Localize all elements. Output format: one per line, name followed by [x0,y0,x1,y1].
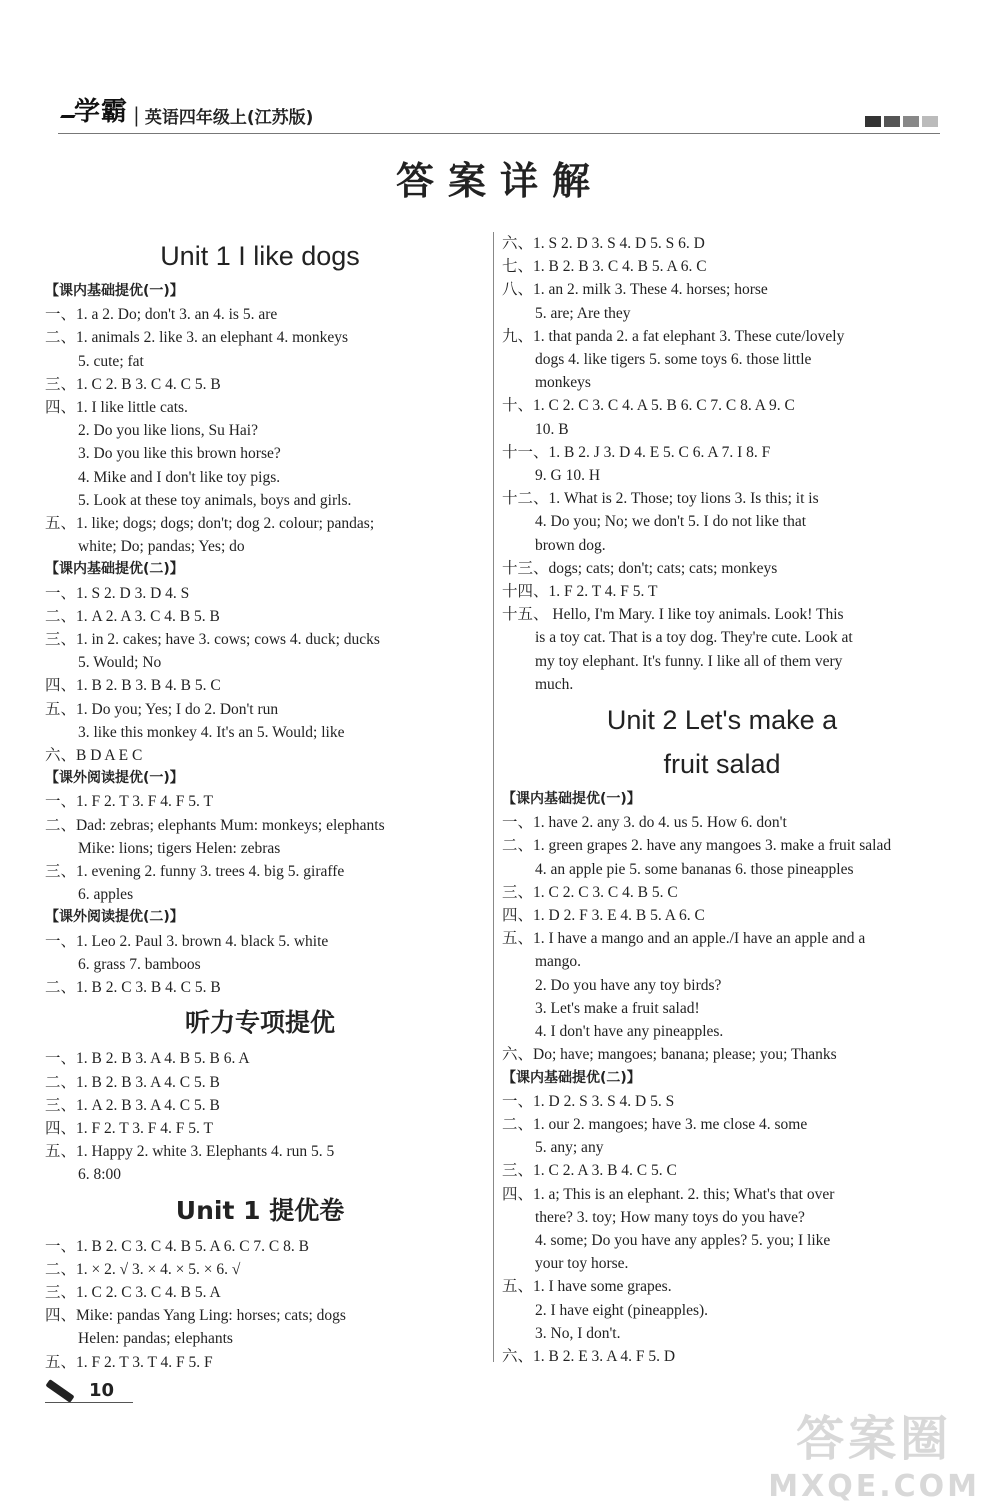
answer-line: 七、1. B 2. B 3. C 4. B 5. A 6. C [502,258,707,276]
answer-line: 一、1. F 2. T 3. F 4. F 5. T [45,793,213,811]
answer-line: 六、1. S 2. D 3. S 4. D 5. S 6. D [502,235,705,252]
page-number: 10 [89,1380,115,1401]
answer-line-continued: is a toy cat. That is a toy dog. They're cute. Look at [535,629,853,647]
answer-line-continued: your toy horse. [535,1255,629,1273]
answer-line: 三、1. C 2. C 3. C 4. B 5. A [45,1283,221,1301]
answer-line-continued: white; Do; pandas; Yes; do [78,538,245,556]
answer-line: 二、1. green grapes 2. have any mangoes 3. make a fruit salad [502,837,892,855]
unit-heading: fruit salad [663,749,781,780]
answer-line-continued: 5. Look at these toy animals, boys and girls. [78,491,352,509]
answer-line: 一、1. Leo 2. Paul 3. brown 4. black 5. white [45,932,329,950]
answer-line-continued: my toy elephant. It's funny. I like all of them very [535,652,843,670]
answer-line: 六、Do; have; mangoes; banana; please; you; Thanks [502,1046,837,1064]
answer-line: 四、Mike: pandas Yang Ling: horses; cats; dogs [45,1307,346,1325]
answer-line-continued: 3. like this monkey 4. It's an 5. Would; like [78,723,345,741]
answer-line: 一、1. B 2. C 3. C 4. B 5. A 6. C 7. C 8. B [45,1237,309,1255]
answer-line: 三、1. C 2. A 3. B 4. C 5. C [502,1162,677,1180]
unit-heading: Unit 1 I like dogs [160,241,360,271]
section-label: 【课内基础提优(二)】 [45,561,184,578]
answer-line: 五、1. Do you; Yes; I do 2. Don't run [45,700,279,718]
answer-line-continued: 4. I don't have any pineapples. [535,1023,724,1041]
answer-line-continued: Helen: pandas; elephants [78,1330,233,1348]
answer-line-continued: there? 3. toy; How many toys do you have? [535,1208,805,1226]
section-label: 【课内基础提优(一)】 [45,283,184,299]
answer-line: 五、1. F 2. T 3. T 4. F 5. F [45,1353,213,1371]
answer-line: 二、1. B 2. B 3. A 4. C 5. B [45,1073,220,1091]
answer-line: 三、1. evening 2. funny 3. trees 4. big 5. giraffe [45,863,345,881]
answer-line: 二、1. × 2. √ 3. × 4. × 5. × 6. √ [45,1260,241,1278]
answer-line-continued: monkeys [535,374,591,392]
page-footer [45,1380,114,1401]
answer-line: 八、1. an 2. milk 3. These 4. horses; horse [502,281,768,299]
brand-logo: 学霸 [74,97,129,127]
answer-line: 四、1. I like little cats. [45,399,188,417]
answer-line-continued: 5. are; Are they [535,304,631,322]
answer-line-continued: 3. No, I don't. [535,1324,621,1342]
answer-line: 二、Dad: zebras; elephants Mum: monkeys; elephants [45,816,385,834]
answer-line: 一、1. a 2. Do; don't 3. an 4. is 5. are [45,306,278,324]
answer-line: 一、1. B 2. B 3. A 4. B 5. B 6. A [45,1050,250,1068]
answer-line: 二、1. A 2. A 3. C 4. B 5. B [45,607,220,625]
answer-line-continued: 2. I have eight (pineapples). [535,1301,709,1319]
answer-line: 十四、1. F 2. T 4. F 5. T [502,583,658,601]
answer-line-continued: 6. grass 7. bamboos [78,955,201,973]
section-heading: Unit 1 提优卷 [175,1195,345,1225]
answer-line: 二、1. B 2. C 3. B 4. C 5. B [45,979,221,997]
answer-line: 六、1. B 2. E 3. A 4. F 5. D [502,1347,676,1365]
answer-line: 三、1. in 2. cakes; have 3. cows; cows 4. duck; ducks [45,631,380,649]
section-heading: 听力专项提优 [184,1008,335,1038]
answer-line: 三、1. C 2. C 3. C 4. B 5. C [502,883,678,901]
right-column [502,232,942,1368]
answer-line: 三、1. A 2. B 3. A 4. C 5. B [45,1096,220,1114]
watermark-line1: 答案圈 [796,1411,953,1467]
answer-line: 十一、1. B 2. J 3. D 4. E 5. C 6. A 7. I 8. F [502,443,771,461]
answer-line: 四、1. D 2. F 3. E 4. B 5. A 6. C [502,907,705,925]
answer-line-continued: brown dog. [535,536,606,554]
answer-line-continued: 3. Let's make a fruit salad! [535,999,700,1017]
answer-line-continued: 3. Do you like this brown horse? [78,445,281,463]
answer-line: 五、1. I have a mango and an apple./I have an apple and a [502,930,866,948]
header-separator: | [134,102,139,127]
answer-line: 五、1. like; dogs; dogs; don't; dog 2. colour; pandas; [45,515,375,533]
answer-line-continued: Mike: lions; tigers Helen: zebras [78,839,281,857]
answer-line: 三、1. C 2. B 3. C 4. C 5. B [45,375,221,393]
header-decoration [865,116,938,127]
answer-line-continued: 4. Do you; No; we don't 5. I do not like that [535,513,807,531]
section-label: 【课外阅读提优(一)】 [45,770,184,787]
answer-line-continued: 4. some; Do you have any apples? 5. you; I like [535,1231,831,1249]
answer-line-continued: 5. Would; No [78,654,162,672]
book-title: 英语四年级上(江苏版) [144,108,314,128]
answer-line: 六、B D A E C [45,747,143,765]
watermark [768,1400,980,1504]
answer-line: 十二、1. What is 2. Those; toy lions 3. Is this; it is [502,490,819,508]
answer-line: 二、1. our 2. mangoes; have 3. me close 4. some [502,1115,808,1133]
answer-line-continued: 4. Mike and I don't like toy pigs. [78,468,281,486]
answer-line: 十、1. C 2. C 3. C 4. A 5. B 6. C 7. C 8. A 9. C [502,397,795,415]
answer-line-continued: 10. B [535,420,569,438]
answer-line-continued: dogs 4. like tigers 5. some toys 6. those little [535,351,812,369]
section-label: 【课内基础提优(二)】 [502,1069,641,1086]
answer-line: 五、1. Happy 2. white 3. Elephants 4. run 5. 5 [45,1143,335,1161]
answer-line-continued: 9. G 10. H [535,467,601,485]
section-label: 【课内基础提优(一)】 [502,791,641,808]
answer-line: 一、1. S 2. D 3. D 4. S [45,584,190,602]
section-label: 【课外阅读提优(二)】 [45,909,184,926]
left-column [45,232,475,1374]
answer-line: 二、1. animals 2. like 3. an elephant 4. monkeys [45,329,349,347]
footer-rule [45,1402,133,1403]
answer-line-continued: much. [535,675,574,693]
answer-line-continued: 2. Do you have any toy birds? [535,976,722,994]
unit-heading: Unit 2 Let's make a [606,705,838,736]
answer-line-continued: 4. an apple pie 5. some bananas 6. those pineapples [535,860,854,878]
answer-line: 五、1. I have some grapes. [502,1278,672,1296]
answer-line: 四、1. F 2. T 3. F 4. F 5. T [45,1119,213,1137]
logo-cap-icon [54,115,76,128]
answer-line: 十五、 Hello, I'm Mary. I like toy animals. Look! This [502,606,844,624]
answer-line: 十三、dogs; cats; don't; cats; cats; monkeys [502,559,778,577]
answer-line-continued: 6. apples [78,886,134,904]
watermark-line2: MXQE.COM [768,1469,980,1504]
running-header [58,88,313,128]
answer-line-continued: 6. 8:00 [78,1166,122,1184]
answer-line-continued: 2. Do you like lions, Su Hai? [78,422,258,440]
answer-line: 一、1. have 2. any 3. do 4. us 5. How 6. don't [502,814,787,832]
answer-line: 九、1. that panda 2. a fat elephant 3. These cute/lovely [502,327,845,345]
header-rule [58,133,940,134]
answer-line: 四、1. B 2. B 3. B 4. B 5. C [45,677,221,695]
pencil-icon [45,1379,74,1403]
answer-line: 四、1. a; This is an elephant. 2. this; What's that over [502,1185,835,1203]
column-divider [493,232,494,1362]
answer-line-continued: 5. cute; fat [78,352,144,370]
answer-line-continued: mango. [535,953,582,971]
answer-line: 一、1. D 2. S 3. S 4. D 5. S [502,1092,675,1110]
page-title: 答案详解 [395,159,604,203]
answer-line-continued: 5. any; any [535,1139,604,1157]
